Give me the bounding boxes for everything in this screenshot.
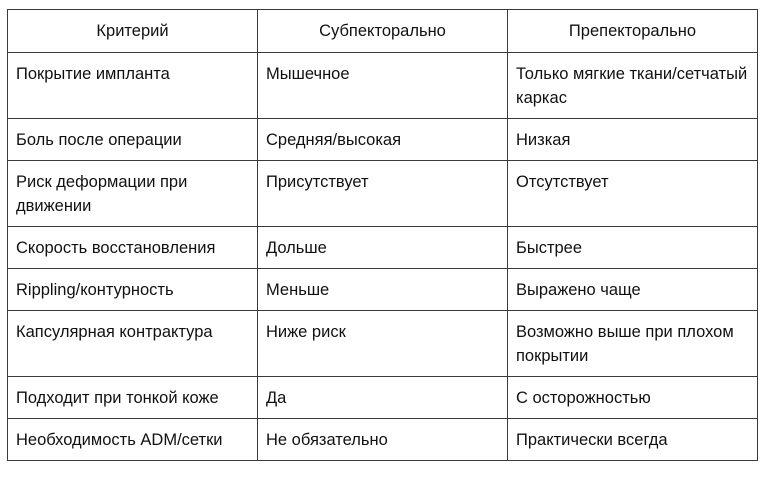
header-prepectoral: Препекторально xyxy=(508,10,758,53)
table-row xyxy=(8,311,758,377)
cell-criterion: Риск деформации при движении xyxy=(8,161,258,227)
cell-criterion: Подходит при тонкой коже xyxy=(8,377,258,419)
cell-subpectoral: Да xyxy=(258,377,508,419)
cell-criterion: Rippling/контурность xyxy=(8,269,258,311)
cell-criterion: Скорость восстановления xyxy=(8,227,258,269)
cell-prepectoral: Возможно выше при плохом покрытии xyxy=(508,311,758,377)
table-row xyxy=(8,161,758,227)
cell-criterion: Необходимость ADM/сетки xyxy=(8,419,258,461)
header-criterion: Критерий xyxy=(8,10,258,53)
cell-subpectoral: Ниже риск xyxy=(258,311,508,377)
cell-prepectoral: Низкая xyxy=(508,119,758,161)
table-header-row xyxy=(8,10,758,53)
cell-prepectoral: Практически всегда xyxy=(508,419,758,461)
cell-prepectoral: Только мягкие ткани/сетчатый каркас xyxy=(508,53,758,119)
table-row xyxy=(8,53,758,119)
cell-criterion: Покрытие импланта xyxy=(8,53,258,119)
cell-subpectoral: Меньше xyxy=(258,269,508,311)
table-row xyxy=(8,377,758,419)
cell-criterion: Капсулярная контрактура xyxy=(8,311,258,377)
table-row xyxy=(8,269,758,311)
cell-subpectoral: Средняя/высокая xyxy=(258,119,508,161)
cell-prepectoral: Выражено чаще xyxy=(508,269,758,311)
cell-prepectoral: Быстрее xyxy=(508,227,758,269)
cell-subpectoral: Дольше xyxy=(258,227,508,269)
cell-prepectoral: Отсутствует xyxy=(508,161,758,227)
table-row xyxy=(8,119,758,161)
header-subpectoral: Субпекторально xyxy=(258,10,508,53)
cell-subpectoral: Присутствует xyxy=(258,161,508,227)
comparison-table xyxy=(7,9,758,461)
cell-subpectoral: Мышечное xyxy=(258,53,508,119)
comparison-table-wrapper xyxy=(7,9,758,461)
cell-criterion: Боль после операции xyxy=(8,119,258,161)
cell-subpectoral: Не обязательно xyxy=(258,419,508,461)
table-row xyxy=(8,227,758,269)
table-row xyxy=(8,419,758,461)
cell-prepectoral: С осторожностью xyxy=(508,377,758,419)
